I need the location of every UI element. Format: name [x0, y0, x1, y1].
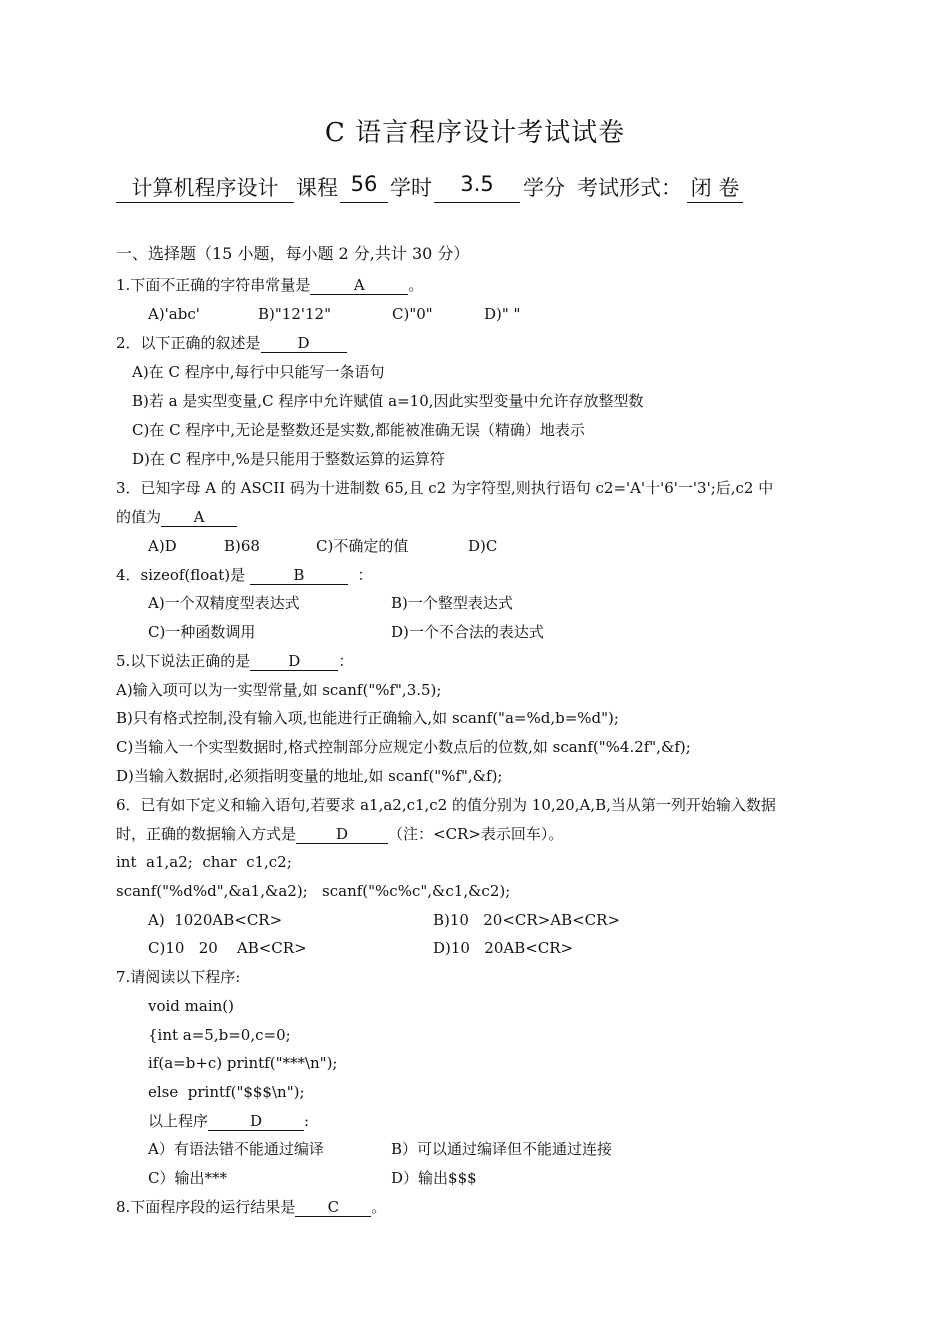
q1-option-c: C)"0"	[392, 305, 433, 323]
q8-end: 。	[371, 1198, 387, 1216]
q7-code-line: if(a=b+c) printf("***\n");	[148, 1054, 338, 1072]
q7-end: :	[304, 1112, 310, 1130]
hours-label: 学时	[390, 176, 432, 200]
section-heading: 一、选择题（15 小题，每小题 2 分,共计 30 分）	[116, 244, 470, 263]
exam-type: 闭 卷	[687, 172, 743, 203]
q6-answer: D	[296, 825, 388, 844]
question-6-cont	[116, 824, 563, 844]
q6-note: （注：<CR>表示回车）。	[388, 825, 564, 843]
q7-option-a: A）有语法错不能通过编译	[148, 1140, 324, 1158]
course-name: 计算机程序设计	[116, 172, 294, 203]
course-info	[116, 168, 816, 206]
q2-option-c: C)在 C 程序中,无论是整数还是实数,都能被准确无误（精确）地表示	[132, 421, 585, 439]
q5-option-b: B)只有格式控制,没有输入项,也能进行正确输入,如 scanf("a=%d,b=%d");	[116, 709, 619, 727]
course-label: 课程	[296, 176, 338, 200]
question-7: 7.请阅读以下程序:	[116, 968, 241, 986]
q7-answer: D	[208, 1112, 304, 1131]
q2-stem: 2．以下正确的叙述是	[116, 334, 261, 352]
question-5	[116, 651, 353, 671]
q3-option-b: B)68	[224, 537, 260, 555]
q6-code-declare: int a1,a2; char c1,c2;	[116, 853, 292, 871]
question-3: 3．已知字母 A 的 ASCII 码为十进制数 65,且 c2 为字符型,则执行语句 c2='A'十'6'一'3';后,c2 中	[116, 479, 774, 497]
q7-code-line: else printf("$$$\n");	[148, 1083, 305, 1101]
q1-stem: 1.下面不正确的字符串常量是	[116, 276, 311, 294]
question-1	[116, 275, 423, 295]
q1-option-d: D)" "	[484, 305, 521, 323]
q8-answer: C	[295, 1198, 371, 1217]
q5-answer: D	[250, 652, 338, 671]
q1-option-b: B)"12'12"	[258, 305, 331, 323]
q4-option-c: C)一种函数调用	[148, 623, 256, 641]
q4-stem: 4．sizeof(float)是	[116, 566, 246, 584]
q6-option-b: B)10 20<CR>AB<CR>	[433, 911, 621, 929]
question-6: 6．已有如下定义和输入语句,若要求 a1,a2,c1,c2 的值分别为 10,20,A,B,当从第一列开始输入数据	[116, 796, 776, 814]
q4-option-d: D)一个不合法的表达式	[391, 623, 544, 641]
q7-option-c: C）输出***	[148, 1169, 227, 1187]
course-hours: 56	[340, 172, 388, 203]
q1-answer: A	[310, 276, 408, 295]
exam-title: C 语言程序设计考试试卷	[324, 118, 626, 148]
q5-option-c: C)当输入一个实型数据时,格式控制部分应规定小数点后的位数,如 scanf("%4.2f",&f);	[116, 738, 691, 756]
q8-stem: 8.下面程序段的运行结果是	[116, 1198, 296, 1216]
q7-option-b: B）可以通过编译但不能通过连接	[391, 1140, 613, 1158]
q4-end: ：	[357, 566, 373, 584]
q5-option-a: A)输入项可以为一实型常量,如 scanf("%f",3.5);	[116, 681, 442, 699]
q7-option-d: D）输出$$$	[391, 1169, 477, 1187]
q6-option-a: A) 1020AB<CR>	[148, 911, 283, 929]
course-credits: 3.5	[434, 172, 520, 203]
q5-end: ：	[338, 652, 354, 670]
q5-option-d: D)当输入数据时,必须指明变量的地址,如 scanf("%f",&f);	[116, 767, 503, 785]
question-4	[116, 565, 372, 585]
q3-answer: A	[161, 508, 237, 527]
q6-stem-cont: 时，正确的数据输入方式是	[116, 825, 297, 843]
q2-option-b: B)若 a 是实型变量,C 程序中允许赋值 a=10,因此实型变量中允许存放整型数	[132, 392, 644, 410]
q7-code-line: void main()	[148, 997, 235, 1015]
q1-option-a: A)'abc'	[148, 305, 200, 323]
q5-stem: 5.以下说法正确的是	[116, 652, 251, 670]
credits-label: 学分	[523, 176, 565, 200]
q4-answer: B	[250, 566, 348, 585]
question-2	[116, 333, 347, 353]
q6-option-d: D)10 20AB<CR>	[433, 939, 574, 957]
q4-option-b: B)一个整型表达式	[391, 594, 513, 612]
question-8	[116, 1197, 386, 1217]
exam-form-label: 考试形式：	[577, 176, 682, 200]
question-3-cont	[116, 507, 237, 527]
q7-prompt: 以上程序	[148, 1112, 209, 1130]
q2-option-d: D)在 C 程序中,%是只能用于整数运算的运算符	[132, 450, 445, 468]
q7-code-line: {int a=5,b=0,c=0;	[148, 1026, 291, 1044]
q3-stem-cont: 的值为	[116, 508, 162, 526]
q3-option-d: D)C	[468, 537, 498, 555]
q7-prompt-line	[148, 1111, 309, 1131]
q4-option-a: A)一个双精度型表达式	[148, 594, 300, 612]
q6-option-c: C)10 20 AB<CR>	[148, 939, 307, 957]
q2-answer: D	[261, 334, 347, 353]
q3-option-a: A)D	[148, 537, 177, 555]
q6-code-scanf: scanf("%d%d",&a1,&a2); scanf("%c%c",&c1,&c2);	[116, 882, 511, 900]
q2-option-a: A)在 C 程序中,每行中只能写一条语句	[132, 363, 385, 381]
q3-option-c: C)不确定的值	[316, 537, 409, 555]
q1-end: 。	[408, 276, 424, 294]
